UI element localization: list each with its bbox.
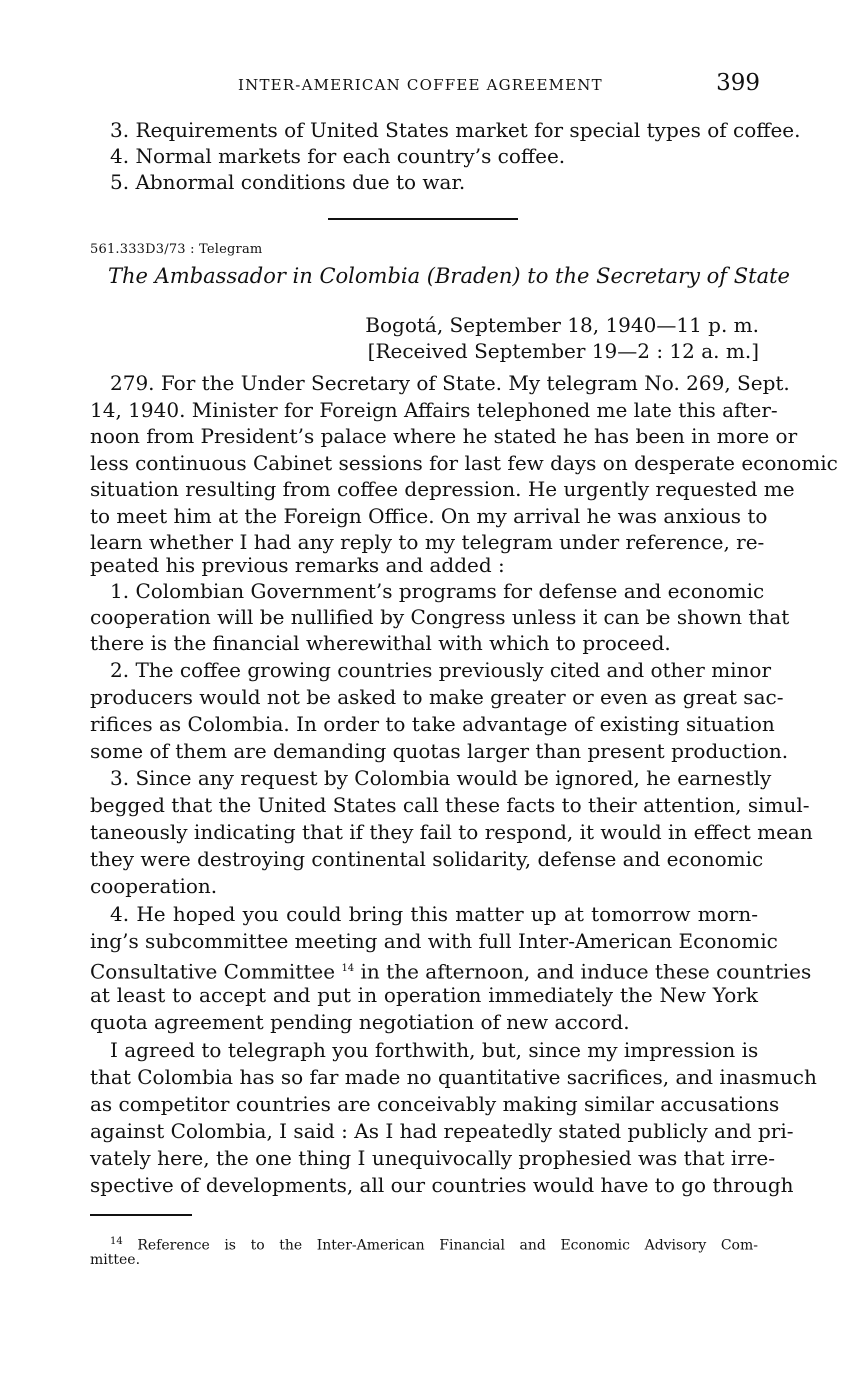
- body-line: 4. He hoped you could bring this matter up at tomorrow morn-: [110, 902, 758, 926]
- body-line: against Colombia, I said : As I had repeatedly stated publicly and pri-: [90, 1119, 794, 1143]
- body-line: to meet him at the Foreign Office. On my arrival he was anxious to: [90, 504, 768, 528]
- body-line: they were destroying continental solidarity, defense and economic: [90, 847, 764, 871]
- body-line: less continuous Cabinet sessions for last few days on desperate economic: [90, 451, 838, 475]
- running-title: INTER-AMERICAN COFFEE AGREEMENT: [238, 76, 603, 94]
- section-divider: [328, 218, 518, 220]
- footnote-divider: [90, 1214, 192, 1216]
- body-line: taneously indicating that if they fail to respond, it would in effect mean: [90, 820, 813, 844]
- dateline: Bogotá, September 18, 1940—11 p. m.: [365, 313, 759, 337]
- body-line: at least to accept and put in operation immediately the New York: [90, 983, 758, 1007]
- body-line: producers would not be asked to make greater or even as great sac-: [90, 685, 784, 709]
- body-line: situation resulting from coffee depression. He urgently requested me: [90, 477, 795, 501]
- body-line: noon from President’s palace where he stated he has been in more or: [90, 424, 798, 448]
- list-item: 5. Abnormal conditions due to war.: [110, 170, 466, 194]
- body-line: 2. The coffee growing countries previously cited and other minor: [110, 658, 772, 682]
- body-line: vately here, the one thing I unequivocally prophesied was that irre-: [90, 1146, 775, 1170]
- body-line-part: in the afternoon, and induce these countries: [360, 959, 812, 984]
- body-line: some of them are demanding quotas larger than present production.: [90, 739, 789, 763]
- page-number: 399: [716, 70, 760, 96]
- body-line: 279. For the Under Secretary of State. My telegram No. 269, Sept.: [110, 371, 790, 395]
- running-head: [90, 72, 760, 102]
- body-line: 3. Since any request by Colombia would be ignored, he earnestly: [110, 766, 772, 790]
- list-item: 3. Requirements of United States market for special types of coffee.: [110, 118, 801, 142]
- body-line: 14, 1940. Minister for Foreign Affairs telephoned me late this after-: [90, 398, 778, 422]
- body-line-part: Consultative Committee: [90, 959, 336, 984]
- body-line: spective of developments, all our countries would have to go through: [90, 1173, 794, 1197]
- footnote-marker: 14: [110, 1236, 123, 1247]
- list-item: 4. Normal markets for each country’s coffee.: [110, 144, 566, 168]
- body-line: rifices as Colombia. In order to take advantage of existing situation: [90, 712, 775, 736]
- body-line: as competitor countries are conceivably making similar accusations: [90, 1092, 780, 1116]
- body-line: ing’s subcommittee meeting and with full Inter-American Economic: [90, 929, 778, 953]
- received-line: [Received September 19—2 : 12 a. m.]: [367, 339, 759, 363]
- body-line: [90, 955, 812, 984]
- file-reference: 561.333D3/73 : Telegram: [90, 242, 263, 257]
- body-line: cooperation will be nullified by Congress unless it can be shown that: [90, 605, 790, 629]
- body-line: there is the financial wherewithal with which to proceed.: [90, 631, 671, 655]
- footnote-line: mittee.: [90, 1252, 141, 1268]
- body-line: 1. Colombian Government’s programs for defense and economic: [110, 579, 765, 603]
- body-line: learn whether I had any reply to my telegram under reference, re-: [90, 530, 765, 554]
- footnote-ref: 14: [341, 963, 355, 974]
- body-line: that Colombia has so far made no quantitative sacrifices, and inasmuch: [90, 1065, 817, 1089]
- footnote-text: Reference is to the Inter-American Financial and Economic Advisory Com-: [137, 1237, 758, 1254]
- body-line: I agreed to telegraph you forthwith, but, since my impression is: [110, 1038, 759, 1062]
- document-title: The Ambassador in Colombia (Braden) to the Secretary of State: [108, 264, 790, 288]
- body-line: cooperation.: [90, 874, 218, 898]
- body-line: begged that the United States call these facts to their attention, simul-: [90, 793, 810, 817]
- body-line: quota agreement pending negotiation of new accord.: [90, 1010, 630, 1034]
- body-line: peated his previous remarks and added :: [90, 553, 505, 577]
